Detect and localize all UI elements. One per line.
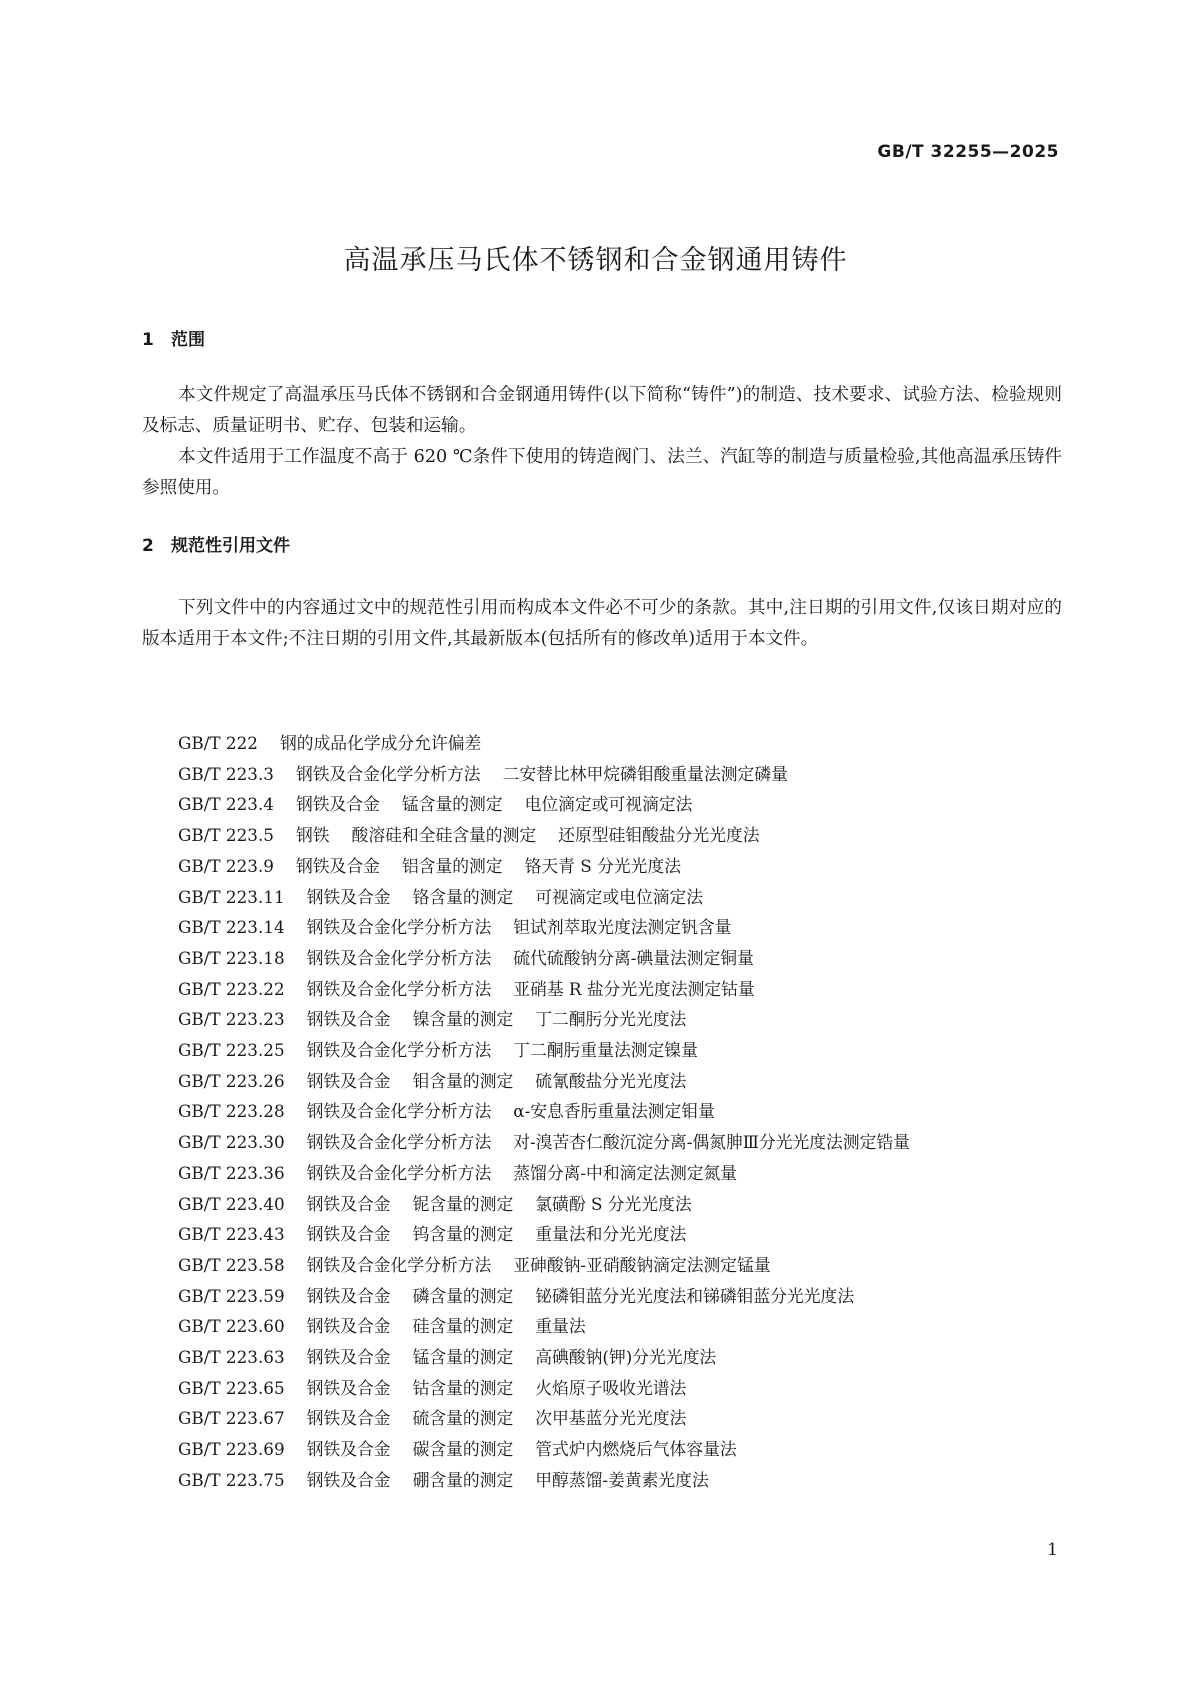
reference-title-part: 可视滴定或电位滴定法 (535, 886, 704, 907)
reference-code: GB/T 223.11 (178, 886, 285, 907)
reference-item (142, 1219, 1062, 1250)
reference-title-part: 钢铁及合金 (306, 1377, 391, 1398)
reference-item (142, 759, 1062, 790)
reference-title-part: 甲醇蒸馏-姜黄素光度法 (535, 1469, 709, 1490)
section-title: 规范性引用文件 (171, 536, 290, 556)
reference-item (142, 1373, 1062, 1404)
reference-item (142, 789, 1062, 820)
reference-title-part: 酸溶硅和全硅含量的测定 (351, 825, 537, 846)
reference-title-part: 硅含量的测定 (412, 1316, 514, 1337)
reference-title-part: 钢铁及合金化学分析方法 (306, 978, 492, 999)
reference-code: GB/T 223.69 (178, 1439, 285, 1460)
reference-title-part: 锰含量的测定 (412, 1347, 514, 1368)
reference-title-part: 钢铁及合金化学分析方法 (295, 763, 481, 784)
reference-title-part: 铬天青 S 分光光度法 (524, 855, 682, 876)
reference-title-part: 硫含量的测定 (412, 1408, 514, 1429)
section-1-heading (142, 325, 205, 350)
reference-title-part: 钴含量的测定 (412, 1377, 514, 1398)
reference-title-part: 亚硝基 R 盐分光光度法测定钴量 (513, 978, 755, 999)
reference-code: GB/T 223.22 (178, 978, 285, 999)
reference-title-part: 电位滴定或可视滴定法 (524, 794, 693, 815)
reference-code: GB/T 223.5 (178, 825, 274, 846)
reference-code: GB/T 223.59 (178, 1285, 285, 1306)
reference-item (142, 1311, 1062, 1342)
reference-title-part: 钢铁及合金 (306, 1347, 391, 1368)
reference-title-part: 钼含量的测定 (412, 1070, 514, 1091)
reference-title-part: 重量法和分光光度法 (535, 1224, 687, 1245)
reference-title-part: 钢铁及合金 (306, 1316, 391, 1337)
reference-item (142, 728, 1062, 759)
reference-code: GB/T 223.43 (178, 1224, 285, 1245)
reference-title-part: 钢铁及合金化学分析方法 (306, 1132, 492, 1153)
reference-code: GB/T 223.65 (178, 1377, 285, 1398)
reference-title-part: 铝含量的测定 (401, 855, 503, 876)
reference-title-part: 对-溴苦杏仁酸沉淀分离-偶氮胂Ⅲ分光光度法测定锆量 (513, 1132, 910, 1153)
section-title: 范围 (171, 330, 205, 350)
reference-code: GB/T 223.26 (178, 1070, 285, 1091)
reference-item (142, 1434, 1062, 1465)
standard-number: GB/T 32255—2025 (877, 142, 1059, 162)
reference-item (142, 974, 1062, 1005)
reference-item (142, 943, 1062, 974)
reference-item (142, 851, 1062, 882)
scope-paragraph-1: 本文件规定了高温承压马氏体不锈钢和合金钢通用铸件(以下简称“铸件”)的制造、技术要求、试验方法、检验规则及标志、质量证明书、贮存、包装和运输。 (142, 385, 1062, 436)
reference-title-part: 钢铁及合金 (295, 794, 380, 815)
section-number: 1 (142, 330, 154, 350)
reference-title-part: 钢铁及合金化学分析方法 (306, 1162, 492, 1183)
reference-title-part: 蒸馏分离-中和滴定法测定氮量 (513, 1162, 738, 1183)
reference-code: GB/T 223.60 (178, 1316, 285, 1337)
reference-title-part: 钢铁及合金化学分析方法 (306, 1101, 492, 1122)
reference-title-part: 丁二酮肟重量法测定镍量 (513, 1040, 698, 1061)
reference-title-part: 钽试剂萃取光度法测定钒含量 (513, 917, 732, 938)
reference-title-part: 铋磷钼蓝分光光度法和锑磷钼蓝分光光度法 (535, 1285, 855, 1306)
reference-item (142, 1158, 1062, 1189)
reference-title-part: 钢铁及合金化学分析方法 (306, 1040, 492, 1061)
reference-item (142, 820, 1062, 851)
reference-title-part: 钨含量的测定 (412, 1224, 514, 1245)
reference-item (142, 882, 1062, 913)
reference-title-part: 铌含量的测定 (412, 1193, 514, 1214)
reference-title-part: 钢铁 (295, 825, 330, 846)
reference-title-part: 钢铁及合金化学分析方法 (306, 1254, 492, 1275)
reference-title-part: 硫氰酸盐分光光度法 (535, 1070, 687, 1091)
reference-item (142, 912, 1062, 943)
reference-item (142, 1066, 1062, 1097)
reference-item (142, 1127, 1062, 1158)
reference-code: GB/T 223.25 (178, 1040, 285, 1061)
reference-item (142, 1465, 1062, 1496)
reference-item (142, 1342, 1062, 1373)
reference-title-part: 二安替比林甲烷磷钼酸重量法测定磷量 (502, 763, 788, 784)
reference-code: GB/T 223.23 (178, 1009, 285, 1030)
reference-code: GB/T 223.63 (178, 1347, 285, 1368)
reference-code: GB/T 223.40 (178, 1193, 285, 1214)
reference-title-part: 钢铁及合金 (306, 1439, 391, 1460)
reference-title-part: 铬含量的测定 (412, 886, 514, 907)
reference-code: GB/T 223.28 (178, 1101, 285, 1122)
reference-title-part: 钢铁及合金化学分析方法 (306, 917, 492, 938)
reference-code: GB/T 223.30 (178, 1132, 285, 1153)
reference-title-part: 管式炉内燃烧后气体容量法 (535, 1439, 737, 1460)
reference-item (142, 1403, 1062, 1434)
reference-item (142, 1189, 1062, 1220)
references-intro: 下列文件中的内容通过文中的规范性引用而构成本文件必不可少的条款。其中,注日期的引用文件,仅该日期对应的版本适用于本文件;不注日期的引用文件,其最新版本(包括所有的修改单)适用于本文件。 (142, 598, 1062, 649)
reference-code: GB/T 223.67 (178, 1408, 285, 1429)
reference-title-part: 锰含量的测定 (401, 794, 503, 815)
reference-title-part: 碳含量的测定 (412, 1439, 514, 1460)
reference-code: GB/T 223.36 (178, 1162, 285, 1183)
reference-title-part: 还原型硅钼酸盐分光光度法 (558, 825, 760, 846)
reference-code: GB/T 222 (178, 733, 258, 753)
reference-code: GB/T 223.4 (178, 794, 274, 815)
reference-title-part: 钢铁及合金 (306, 1408, 391, 1429)
reference-title-part: 钢铁及合金 (306, 1285, 391, 1306)
reference-title-part: 钢铁及合金 (295, 855, 380, 876)
section-2-heading (142, 531, 290, 556)
reference-title-part: 钢铁及合金 (306, 1469, 391, 1490)
section-number: 2 (142, 536, 154, 556)
reference-item (142, 1004, 1062, 1035)
reference-title-part: 重量法 (535, 1316, 586, 1337)
reference-code: GB/T 223.75 (178, 1469, 285, 1490)
reference-item (142, 1096, 1062, 1127)
reference-title-part: 钢铁及合金 (306, 1070, 391, 1091)
reference-item (142, 1035, 1062, 1066)
reference-title-part: 高碘酸钠(钾)分光光度法 (535, 1347, 717, 1368)
reference-list (142, 728, 1062, 1496)
reference-title-part: 钢铁及合金 (306, 1009, 391, 1030)
reference-item (142, 1281, 1062, 1312)
reference-code: GB/T 223.9 (178, 855, 274, 876)
reference-item (142, 1250, 1062, 1281)
page-number: 1 (1047, 1540, 1058, 1560)
reference-title-part: 硼含量的测定 (412, 1469, 514, 1490)
reference-title-part: 钢铁及合金化学分析方法 (306, 947, 492, 968)
reference-title-part: 钢铁及合金 (306, 1224, 391, 1245)
reference-title-part: 氯磺酚 S 分光光度法 (535, 1193, 692, 1214)
reference-code: GB/T 223.18 (178, 947, 285, 968)
reference-title-part: 硫代硫酸钠分离-碘量法测定铜量 (513, 947, 754, 968)
reference-code: GB/T 223.14 (178, 917, 285, 938)
reference-title-part: 次甲基蓝分光光度法 (535, 1408, 687, 1429)
reference-title-part: 丁二酮肟分光光度法 (535, 1009, 687, 1030)
document-title: 高温承压马氏体不锈钢和合金钢通用铸件 (343, 245, 848, 276)
reference-title-part: α-安息香肟重量法测定钼量 (513, 1101, 715, 1122)
reference-title-part: 火焰原子吸收光谱法 (535, 1377, 687, 1398)
reference-title-part: 亚砷酸钠-亚硝酸钠滴定法测定锰量 (513, 1254, 771, 1275)
reference-title-part: 磷含量的测定 (412, 1285, 514, 1306)
reference-code: GB/T 223.3 (178, 763, 274, 784)
reference-code: GB/T 223.58 (178, 1254, 285, 1275)
scope-paragraph-2: 本文件适用于工作温度不高于 620 ℃条件下使用的铸造阀门、法兰、汽缸等的制造与质量检验,其他高温承压铸件参照使用。 (142, 447, 1062, 498)
reference-title-part: 钢铁及合金 (306, 1193, 391, 1214)
reference-title-part: 镍含量的测定 (412, 1009, 514, 1030)
reference-title-part: 钢的成品化学成分允许偏差 (279, 733, 482, 753)
reference-title-part: 钢铁及合金 (306, 886, 391, 907)
